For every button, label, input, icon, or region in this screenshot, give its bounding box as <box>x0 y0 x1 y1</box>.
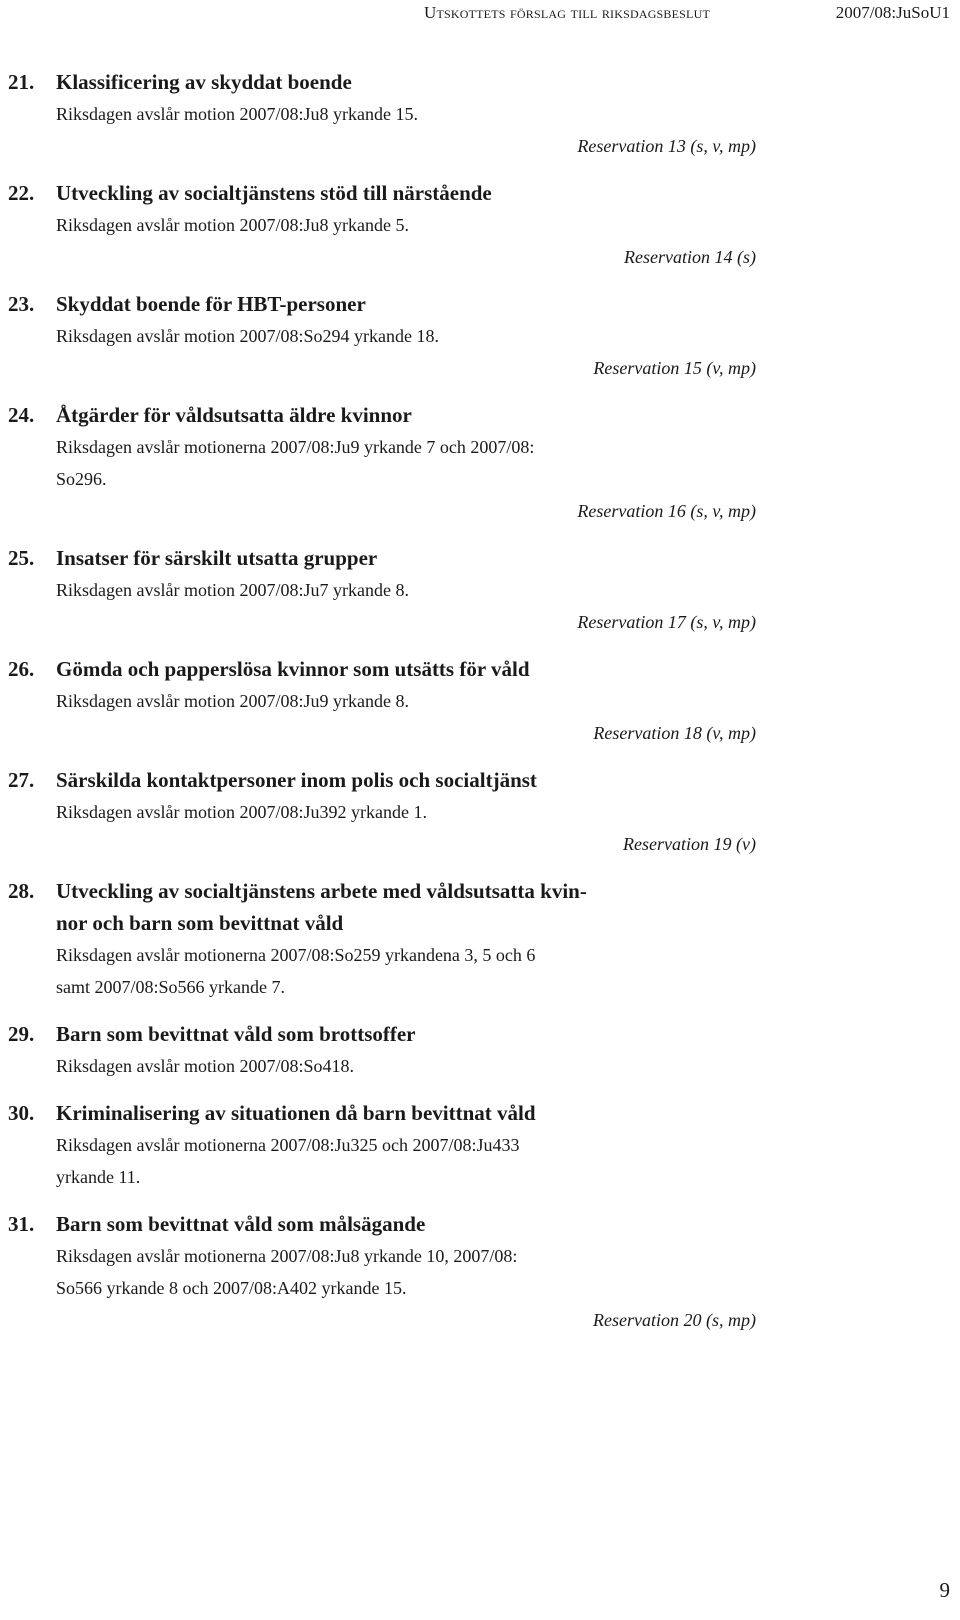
item-title: Barn som bevittnat våld som målsägande <box>56 1212 426 1236</box>
item-number: 24. <box>8 403 35 427</box>
item-number: 25. <box>8 546 35 570</box>
item-decision-text: Riksdagen avslår motion 2007/08:Ju392 yrkande 1. <box>56 802 427 822</box>
decision-item <box>8 1208 756 1336</box>
item-number: 29. <box>8 1022 35 1046</box>
item-title: Skyddat boende för HBT-personer <box>56 292 366 316</box>
item-title: Gömda och papperslösa kvinnor som utsätts för våld <box>56 657 530 681</box>
item-decision-text: Riksdagen avslår motionerna 2007/08:Ju8 yrkande 10, 2007/08: So566 yrkande 8 och 2007/08:A402 yrkande 15. <box>56 1246 518 1298</box>
item-decision-text: Riksdagen avslår motion 2007/08:Ju9 yrkande 8. <box>56 691 409 711</box>
item-reservation: Reservation 14 (s) <box>624 247 756 267</box>
decision-item <box>8 66 756 162</box>
item-decision-text: Riksdagen avslår motion 2007/08:So294 yrkande 18. <box>56 326 439 346</box>
item-decision-text: Riksdagen avslår motion 2007/08:Ju7 yrkande 8. <box>56 580 409 600</box>
decision-item <box>8 399 756 527</box>
item-number: 26. <box>8 657 35 681</box>
item-decision-text: Riksdagen avslår motionerna 2007/08:Ju325 och 2007/08:Ju433 yrkande 11. <box>56 1135 520 1187</box>
decision-item <box>8 1018 756 1082</box>
item-title: Åtgärder för våldsutsatta äldre kvinnor <box>56 403 412 427</box>
item-decision-text: Riksdagen avslår motionerna 2007/08:Ju9 yrkande 7 och 2007/08: So296. <box>56 437 535 489</box>
decision-item <box>8 875 756 1003</box>
page-number: 9 <box>939 1578 950 1602</box>
decision-item <box>8 764 756 860</box>
item-title: Kriminalisering av situationen då barn bevittnat våld <box>56 1101 536 1125</box>
item-reservation: Reservation 17 (s, v, mp) <box>577 612 756 632</box>
item-title: Klassificering av skyddat boende <box>56 70 352 94</box>
item-reservation: Reservation 18 (v, mp) <box>593 723 756 743</box>
item-title: Särskilda kontaktpersoner inom polis och socialtjänst <box>56 768 537 792</box>
decision-item <box>8 653 756 749</box>
decision-items-list <box>8 66 756 1351</box>
decision-item <box>8 177 756 273</box>
item-title: Insatser för särskilt utsatta grupper <box>56 546 378 570</box>
item-reservation: Reservation 13 (s, v, mp) <box>577 136 756 156</box>
item-decision-text: Riksdagen avslår motionerna 2007/08:So259 yrkandena 3, 5 och 6 samt 2007/08:So566 yrkande 7. <box>56 945 536 997</box>
document-code: 2007/08:JuSoU1 <box>835 3 950 22</box>
page-header <box>0 2 960 28</box>
item-number: 30. <box>8 1101 35 1125</box>
item-number: 28. <box>8 879 35 903</box>
item-reservation: Reservation 16 (s, v, mp) <box>577 501 756 521</box>
item-number: 21. <box>8 70 35 94</box>
item-reservation: Reservation 15 (v, mp) <box>593 358 756 378</box>
decision-item <box>8 288 756 384</box>
item-decision-text: Riksdagen avslår motion 2007/08:So418. <box>56 1056 354 1076</box>
item-decision-text: Riksdagen avslår motion 2007/08:Ju8 yrkande 15. <box>56 104 418 124</box>
item-number: 22. <box>8 181 35 205</box>
decision-item <box>8 542 756 638</box>
header-title: Utskottets förslag till riksdagsbeslut <box>424 3 710 22</box>
item-decision-text: Riksdagen avslår motion 2007/08:Ju8 yrkande 5. <box>56 215 409 235</box>
item-title: Utveckling av socialtjänstens arbete med våldsutsatta kvin- nor och barn som bevittnat våld <box>56 879 587 935</box>
item-number: 23. <box>8 292 35 316</box>
item-reservation: Reservation 20 (s, mp) <box>593 1310 756 1330</box>
item-title: Utveckling av socialtjänstens stöd till närstående <box>56 181 492 205</box>
item-number: 31. <box>8 1212 35 1236</box>
decision-item <box>8 1097 756 1193</box>
item-number: 27. <box>8 768 35 792</box>
item-title: Barn som bevittnat våld som brottsoffer <box>56 1022 416 1046</box>
item-reservation: Reservation 19 (v) <box>623 834 756 854</box>
